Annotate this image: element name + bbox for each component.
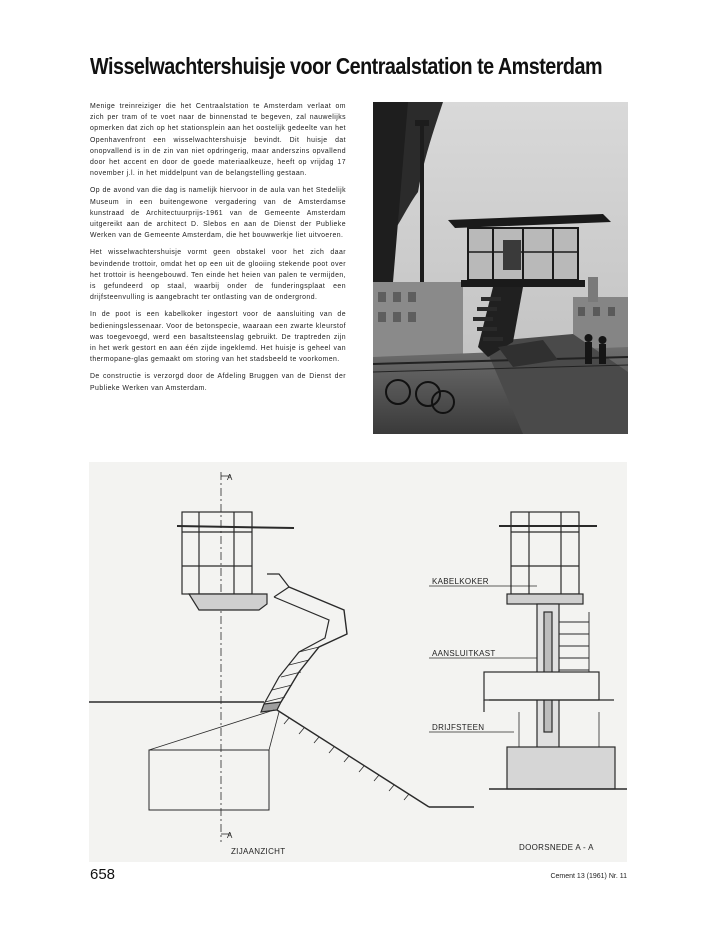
label-doorsnede: DOORSNEDE A - A bbox=[519, 843, 594, 852]
section-marker-bottom: A bbox=[227, 831, 233, 840]
section-marker-top: A bbox=[227, 473, 233, 482]
article-title: Wisselwachtershuisje voor Centraalstation te Amsterdam bbox=[90, 53, 603, 79]
technical-drawing bbox=[89, 462, 627, 862]
label-zijaanzicht: ZIJAANZICHT bbox=[231, 847, 286, 856]
signal-box-photo bbox=[373, 102, 628, 434]
page-number: 658 bbox=[90, 866, 116, 883]
journal-reference: Cement 13 (1961) Nr. 11 bbox=[550, 873, 627, 880]
paragraph: Menige treinreiziger die het Centraalstation te Amsterdam verlaat om zich per tram of te voet naar de binnenstad te begeven, zal nauwelijks opmerken dat zich op het stationsplein aan het oostelijk gedeelte van het Openhavenfront een wisselwachtershuisje bevindt. Dit huisje dat onopvallend is in de zin van niet opdringerig, maar anderszins opvallend door het accent en door de goede materiaalkeuze, heeft op vrijdag 17 november j.l. in het middelpunt van de belangstelling gestaan. bbox=[90, 103, 346, 178]
paragraph: Het wisselwachtershuisje vormt geen obstakel voor het zich daar bevindende trottoir, omdat het op een uit de glooiing stekende poot over het trottoir is heengebouwd. Ten einde het heien van palen te vermijden, is gefundeerd op staal, waarbij onder de funderingsplaat een drijfsteenvulling is aangebracht ter ontlasting van de ondergrond. bbox=[90, 249, 346, 302]
label-kabelkoker: KABELKOKER bbox=[432, 577, 489, 586]
paragraph: De constructie is verzorgd door de Afdeling Bruggen van de Dienst der Publieke Werken van Amsterdam. bbox=[90, 373, 346, 392]
paragraph: In de poot is een kabelkoker ingestort voor de aansluiting van de bedieningslessenaar. Voor de betonspecie, waaraan een zwarte kleurstof was toegevoegd, werd een basaltsteenslag gebruikt. De traptreden zijn in het werk gestort en aan één zijde ingeklemd. Het huisje is geheel van thermopane-glas gemaakt om storing van het stadsbeeld te voorkomen. bbox=[90, 311, 346, 364]
side-view bbox=[89, 472, 474, 842]
label-aansluitkast: AANSLUITKAST bbox=[432, 649, 496, 658]
label-drijfsteen: DRIJFSTEEN bbox=[432, 723, 485, 732]
paragraph: Op de avond van die dag is namelijk hiervoor in de aula van het Stedelijk Museum in een buitengewone vergadering van de Amsterdamse kunstraad de Architectuurprijs-1961 van de Gemeente Amsterdam uitgereikt aan de architect D. Slebos en aan de Dienst der Publieke Werken van de Gemeente Amsterdam, die het bouwwerkje liet uitvoeren. bbox=[90, 187, 346, 240]
article-body bbox=[90, 101, 346, 400]
